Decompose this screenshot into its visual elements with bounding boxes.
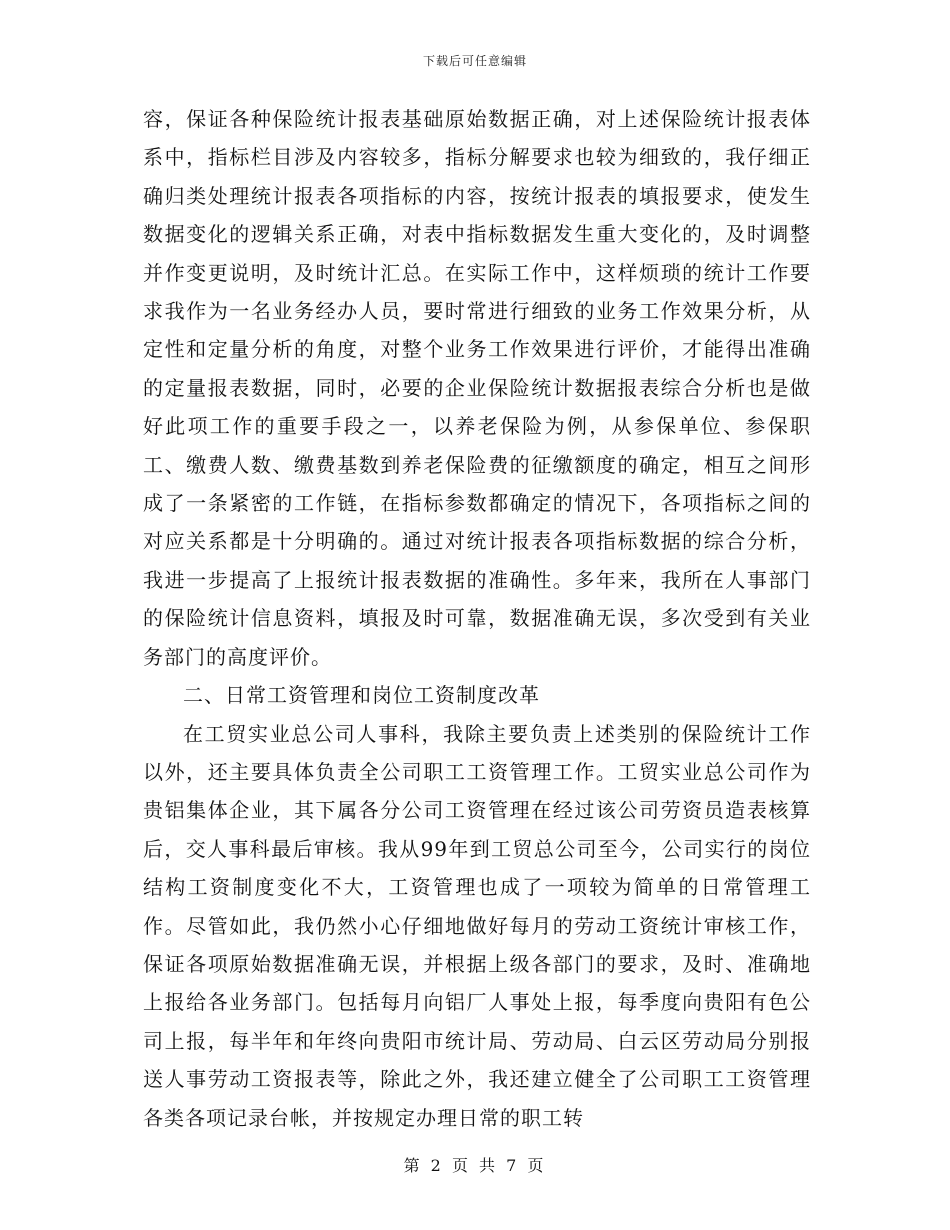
section-heading-wage-management: 二、日常工资管理和岗位工资制度改革	[183, 683, 540, 708]
page-header: 下载后可任意编辑	[422, 54, 527, 68]
document-body	[143, 100, 811, 1137]
page-number-footer: 第 2 页 共 7 页	[403, 1156, 547, 1175]
paragraph-wage-management: 在工贸实业总公司人事科，我除主要负责上述类别的保险统计工作以外，还主要具体负责全公司职工工资管理工作。工贸实业总公司作为贵铝集体企业，其下属各分公司工资管理在经过该公司劳资员造表核算后，交人事科最后审核。我从99年到工贸总公司至今，公司实行的岗位结构工资制度变化不大，工资管理也成了一项较为简单的日常管理工作。尽管如此，我仍然小心仔细地做好每月的劳动工资统计审核工作，保证各项原始数据准确无误，并根据上级各部门的要求，及时、准确地上报给各业务部门。包括每月向铝厂人事处上报，每季度向贵阳有色公司上报，每半年和年终向贵阳市统计局、劳动局、白云区劳动局分别报送人事劳动工资报表等，除此之外，我还建立健全了公司职工工资管理各类各项记录台帐，并按规定办理日常的职工转	[143, 721, 811, 1130]
paragraph-insurance-statistics: 容，保证各种保险统计报表基础原始数据正确，对上述保险统计报表体系中，指标栏目涉及内容较多，指标分解要求也较为细致的，我仔细正确归类处理统计报表各项指标的内容，按统计报表的填报要求，使发生数据变化的逻辑关系正确，对表中指标数据发生重大变化的，及时调整并作变更说明，及时统计汇总。在实际工作中，这样烦琐的统计工作要求我作为一名业务经办人员，要时常进行细致的业务工作效果分析，从定性和定量分析的角度，对整个业务工作效果进行评价，才能得出准确的定量报表数据，同时，必要的企业保险统计数据报表综合分析也是做好此项工作的重要手段之一，以养老保险为例，从参保单位、参保职工、缴费人数、缴费基数到养老保险费的征缴额度的确定，相互之间形成了一条紧密的工作链，在指标参数都确定的情况下，各项指标之间的对应关系都是十分明确的。通过对统计报表各项指标数据的综合分析，我进一步提高了上报统计报表数据的准确性。多年来，我所在人事部门的保险统计信息资料，填报及时可靠，数据准确无误，多次受到有关业务部门的高度评价。	[143, 107, 811, 669]
